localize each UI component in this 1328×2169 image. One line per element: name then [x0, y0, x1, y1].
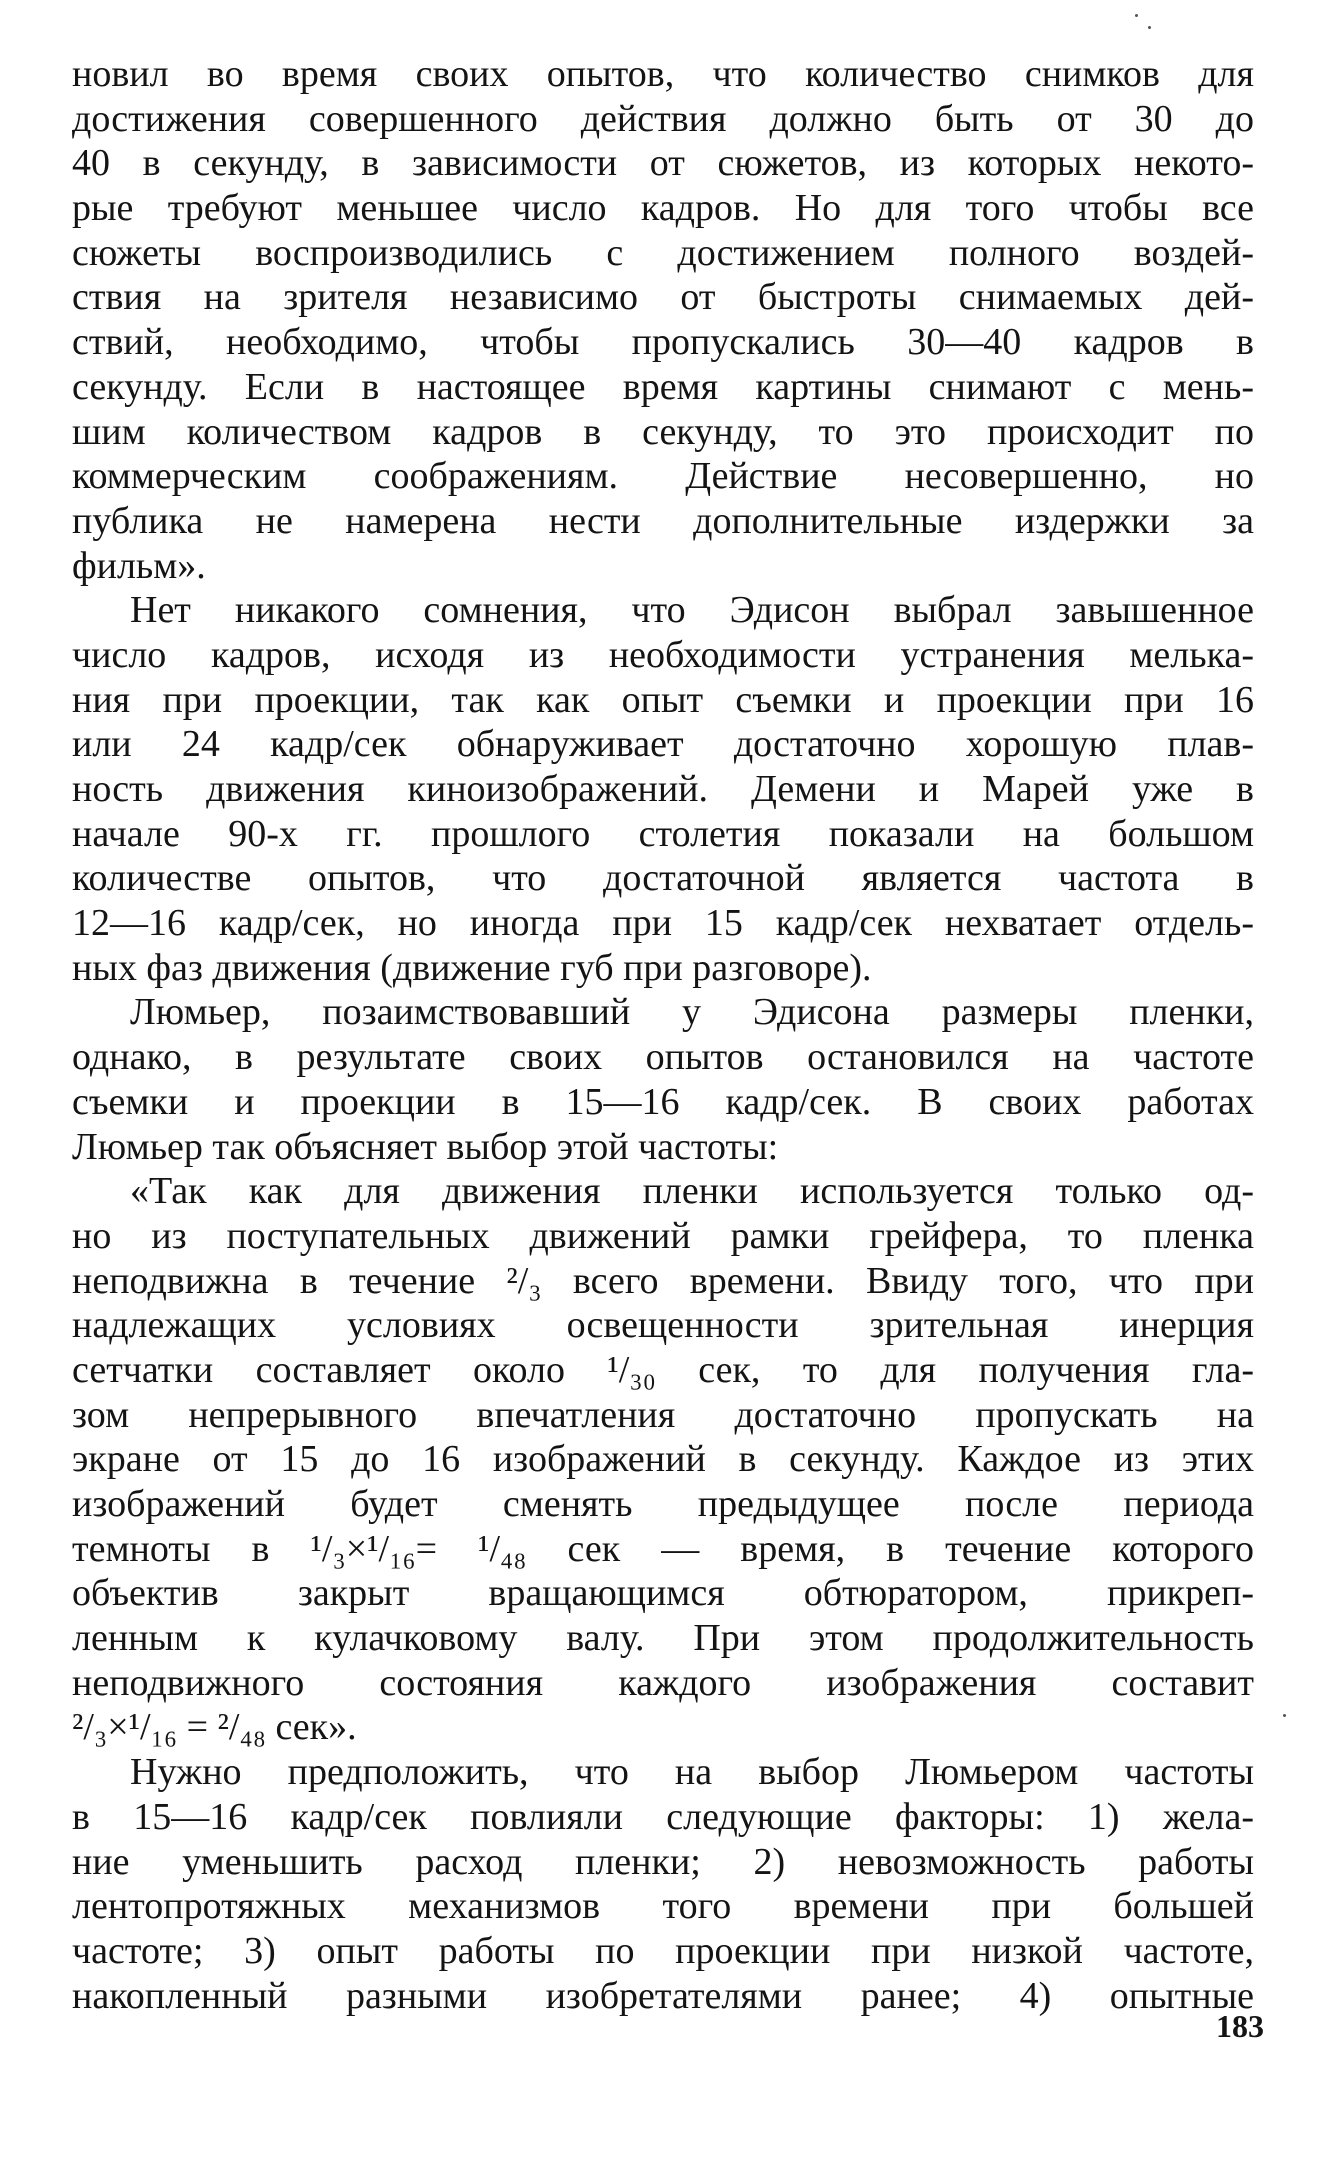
text-line: ния при проекции, так как опыт съемки и проекции при 16 — [72, 678, 1254, 721]
scan-speck — [1148, 26, 1151, 29]
text-line: объектив закрыт вращающимся обтюратором, прикреп- — [72, 1572, 1254, 1615]
text-line: начале 90-х гг. прошлого столетия показали на большом — [72, 812, 1254, 855]
text-line: 12—16 кадр/сек, но иногда при 15 кадр/сек нехватает отдель- — [72, 902, 1254, 945]
text-line: темноты в ¹/₃×¹/₁₆= ¹/₄₈ сек — время, в течение которого — [72, 1527, 1254, 1570]
text-line: изображений будет сменять предыдущее после периода — [72, 1483, 1254, 1525]
text-line: Люмьер так объясняет выбор этой частоты: — [72, 1125, 779, 1168]
text-line: 40 в секунду, в зависимости от сюжетов, из которых некото- — [72, 142, 1254, 185]
text-line: однако, в результате своих опытов остановился на частоте — [72, 1036, 1254, 1079]
text-line: лентопротяжных механизмов того времени при большей — [72, 1885, 1254, 1928]
page-number: 183 — [1216, 2008, 1264, 2044]
text-line: неподвижна в течение ²/₃ всего времени. Ввиду того, что при — [72, 1259, 1254, 1302]
text-line: достижения совершенного действия должно быть от 30 до — [72, 97, 1254, 140]
text-line: ствия на зрителя независимо от быстроты снимаемых дей- — [72, 276, 1254, 319]
text-line: «Так как для движения пленки используется только од- — [130, 1170, 1254, 1213]
text-line: в 15—16 кадр/сек повлияли следующие факторы: 1) жела- — [72, 1795, 1254, 1838]
text-line: но из поступательных движений рамки грейфера, то пленка — [72, 1214, 1254, 1257]
text-line: ленным к кулачковому валу. При этом продолжительность — [72, 1617, 1254, 1660]
text-line: накопленный разными изобретателями ранее; 4) опытные — [72, 1974, 1254, 2017]
scan-speck — [1135, 14, 1138, 17]
text-line: число кадров, исходя из необходимости устранения мелька- — [72, 633, 1254, 676]
text-line: шим количеством кадров в секунду, то это происходит по — [72, 410, 1254, 453]
text-line: ность движения киноизображений. Демени и Марей уже в — [72, 768, 1254, 810]
text-line: рые требуют меньшее число кадров. Но для того чтобы все — [72, 187, 1254, 230]
text-line: фильм». — [72, 544, 206, 587]
text-line: количестве опытов, что достаточной является частота в — [72, 857, 1254, 900]
text-line: съемки и проекции в 15—16 кадр/сек. В своих работах — [72, 1080, 1254, 1123]
text-line: коммерческим соображениям. Действие несовершенно, но — [72, 455, 1254, 498]
text-line: ние уменьшить расход пленки; 2) невозможность работы — [72, 1840, 1254, 1883]
text-line: новил во время своих опытов, что количество снимков для — [72, 53, 1254, 95]
text-line: секунду. Если в настоящее время картины снимают с мень- — [72, 365, 1254, 408]
text-line: сетчатки составляет около ¹/₃₀ сек, то для получения гла- — [72, 1348, 1254, 1391]
text-line: ²/₃×¹/₁₆ = ²/₄₈ сек». — [72, 1706, 357, 1749]
scan-speck — [1283, 1714, 1286, 1717]
text-line: Нет никакого сомнения, что Эдисон выбрал завышенное — [130, 589, 1254, 632]
text-line: Люмьер, позаимствовавший у Эдисона размеры пленки, — [130, 991, 1254, 1034]
text-line: надлежащих условиях освещенности зрительная инерция — [72, 1304, 1254, 1347]
text-line: ных фаз движения (движение губ при разговоре). — [72, 946, 872, 989]
text-line: Нужно предположить, что на выбор Люмьером частоты — [130, 1751, 1254, 1794]
text-line: экране от 15 до 16 изображений в секунду. Каждое из этих — [72, 1438, 1254, 1481]
text-line: частоте; 3) опыт работы по проекции при низкой частоте, — [72, 1929, 1254, 1972]
body-text — [72, 52, 1254, 2018]
text-line: зом непрерывного впечатления достаточно пропускать на — [72, 1393, 1254, 1436]
text-line: ствий, необходимо, чтобы пропускались 30—40 кадров в — [72, 321, 1254, 364]
text-line: публика не намерена нести дополнительные издержки за — [72, 499, 1254, 542]
text-line: неподвижного состояния каждого изображения составит — [72, 1661, 1254, 1704]
text-line: сюжеты воспроизводились с достижением полного воздей- — [72, 231, 1254, 274]
text-line: или 24 кадр/сек обнаруживает достаточно хорошую плав- — [72, 723, 1254, 766]
